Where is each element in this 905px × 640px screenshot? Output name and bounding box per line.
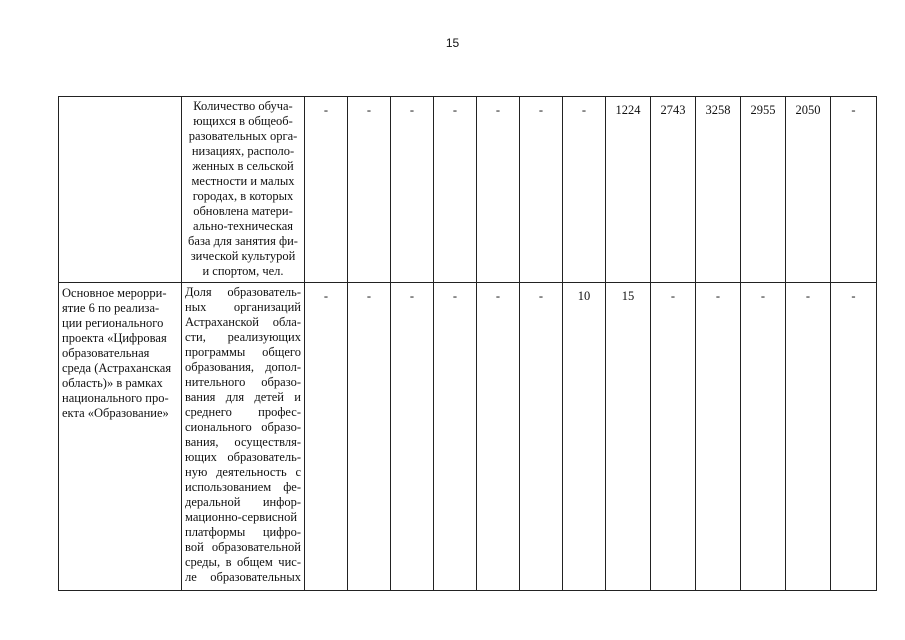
indicator-line: обновлена матери- — [193, 204, 293, 218]
value-cell: - — [831, 283, 877, 591]
indicator-cell — [182, 283, 305, 591]
indicator-line: среды, в общем чис- — [185, 555, 301, 569]
indicator-line: вания, осуществля- — [185, 435, 301, 449]
indicator-line: Количество обуча- — [193, 99, 293, 113]
event-name-line: ятие 6 по реализа- — [62, 301, 160, 315]
indicator-cell — [182, 97, 305, 283]
indicator-line: и спортом, чел. — [202, 264, 284, 278]
value-cell: - — [786, 283, 831, 591]
value-cell: - — [520, 97, 563, 283]
event-name-line: область)» в рамках — [62, 376, 163, 390]
page-number: 15 — [445, 36, 460, 50]
indicator-line: ально-техническая — [192, 219, 294, 233]
event-name-line: образовательная — [62, 346, 150, 360]
value-cell: - — [831, 97, 877, 283]
indicators-table — [58, 96, 877, 591]
indicator-line: программы общего — [185, 345, 301, 359]
indicator-line: разовательных орга- — [188, 129, 298, 143]
value-cell: - — [434, 283, 477, 591]
table-row — [59, 283, 877, 591]
event-name-line: среда (Астраханская — [62, 361, 172, 375]
value-cell: - — [434, 97, 477, 283]
indicator-line: Доля образователь- — [185, 285, 301, 299]
value-cell: - — [563, 97, 606, 283]
value-cell: 2050 — [786, 97, 831, 283]
value-cell: 3258 — [696, 97, 741, 283]
value-cell: 15 — [606, 283, 651, 591]
value-cell: - — [651, 283, 696, 591]
value-cell: - — [477, 283, 520, 591]
value-cell: - — [696, 283, 741, 591]
value-cell: - — [305, 283, 348, 591]
indicator-line: мационно-сервисной — [185, 510, 298, 524]
indicator-line: вой образовательной — [185, 540, 301, 554]
indicator-line: ле образовательных — [185, 570, 301, 584]
event-name-line: национального про- — [62, 391, 169, 405]
indicator-line: база для занятия фи- — [188, 234, 298, 248]
indicator-line: городах, в которых — [192, 189, 294, 203]
indicator-line: Астраханской обла- — [185, 315, 301, 329]
indicator-line: использованием фе- — [185, 480, 301, 494]
value-cell: - — [391, 283, 434, 591]
value-cell: - — [348, 283, 391, 591]
event-name-line: Основное мероpри- — [62, 286, 167, 300]
event-name-line: проекта «Цифровая — [62, 331, 167, 345]
indicator-line: сти, реализующих — [185, 330, 301, 344]
indicator-line: ющихся в общеоб- — [193, 114, 293, 128]
value-cell: 2743 — [651, 97, 696, 283]
event-name-line: екта «Образование» — [62, 406, 169, 420]
table-row — [59, 97, 877, 283]
indicator-line: деральной инфор- — [185, 495, 301, 509]
indicator-line: среднего профес- — [185, 405, 301, 419]
value-cell: 10 — [563, 283, 606, 591]
value-cell: - — [391, 97, 434, 283]
event-name-cell — [59, 283, 182, 591]
value-cell: - — [305, 97, 348, 283]
value-cell: - — [741, 283, 786, 591]
indicator-line: женных в сельской — [192, 159, 294, 173]
event-name-cell — [59, 97, 182, 283]
indicator-line: платформы цифро- — [185, 525, 301, 539]
value-cell: - — [348, 97, 391, 283]
indicator-line: ную деятельность с — [185, 465, 301, 479]
indicator-line: нительного образо- — [185, 375, 301, 389]
value-cell: 2955 — [741, 97, 786, 283]
indicator-line: сионального образо- — [185, 420, 301, 434]
indicator-line: вания для детей и — [185, 390, 301, 404]
value-cell: - — [520, 283, 563, 591]
indicator-line: ных организаций — [185, 300, 301, 314]
indicator-line: зической культурой — [190, 249, 296, 263]
value-cell: 1224 — [606, 97, 651, 283]
indicator-line: образования, допол- — [185, 360, 301, 374]
value-cell: - — [477, 97, 520, 283]
indicator-line: ющих образователь- — [185, 450, 301, 464]
indicator-line: низациях, располо- — [191, 144, 295, 158]
event-name-line: ции регионального — [62, 316, 164, 330]
indicator-line: местности и малых — [191, 174, 295, 188]
